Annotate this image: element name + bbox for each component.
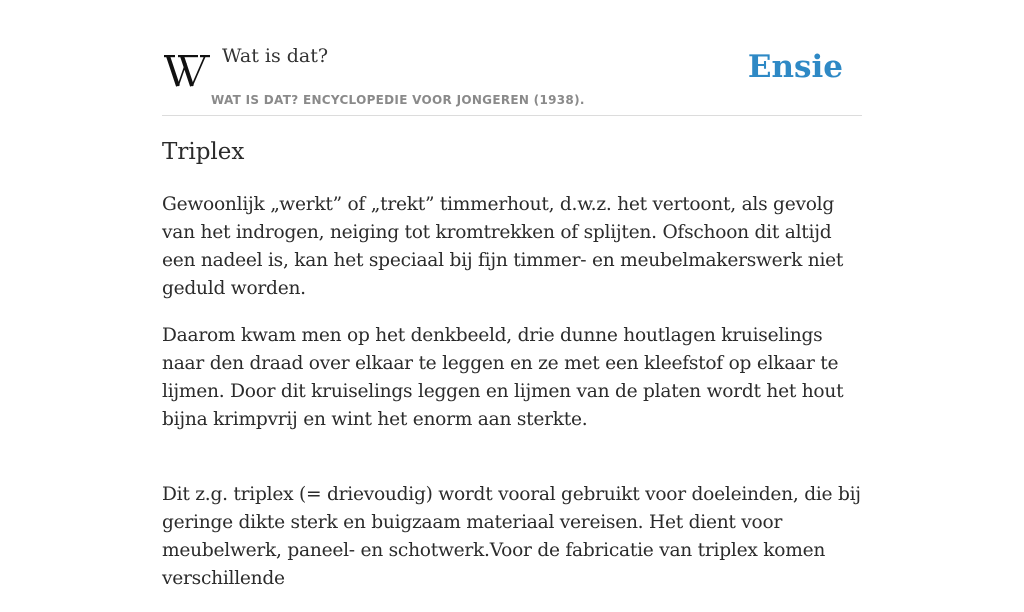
source-subtitle: WAT IS DAT? ENCYCLOPEDIE VOOR JONGEREN (1938). [211, 93, 585, 107]
article-title: Triplex [162, 139, 245, 165]
brand-logo[interactable]: Ensie [747, 49, 843, 85]
site-header [162, 0, 862, 116]
article-paragraph: Dit z.g. triplex (= drievoudig) wordt vooral gebruikt voor doeleinden, die bij geringe dikte sterk en buigzaam materiaal vereisen. Het dient voor meubelwerk, paneel- en schotwerk.Voor de fabricatie van triplex komen verschillende [162, 484, 861, 589]
site-title[interactable]: Wat is dat? [222, 45, 329, 67]
article-body [162, 191, 862, 612]
article-paragraph: Gewoonlijk „werkt” of „trekt” timmerhout, d.w.z. het vertoont, als gevolg van het indrogen, neiging tot kromtrekken of splijten. Ofschoon dit altijd een nadeel is, kan het speciaal bij fijn timmer- en meubelmakerswerk niet geduld worden. [162, 194, 844, 299]
paragraph-spacer [162, 453, 862, 481]
page-container [162, 0, 862, 589]
article-paragraph: Daarom kwam men op het denkbeeld, drie dunne houtlagen kruiselings naar den draad over elkaar te leggen en ze met een kleefstof op elkaar te lijmen. Door dit kruiselings leggen en lijmen van de platen wordt het hout bijna krimpvrij en wint het enorm aan sterkte. [162, 325, 844, 430]
wikipedia-w-icon[interactable] [164, 53, 210, 89]
